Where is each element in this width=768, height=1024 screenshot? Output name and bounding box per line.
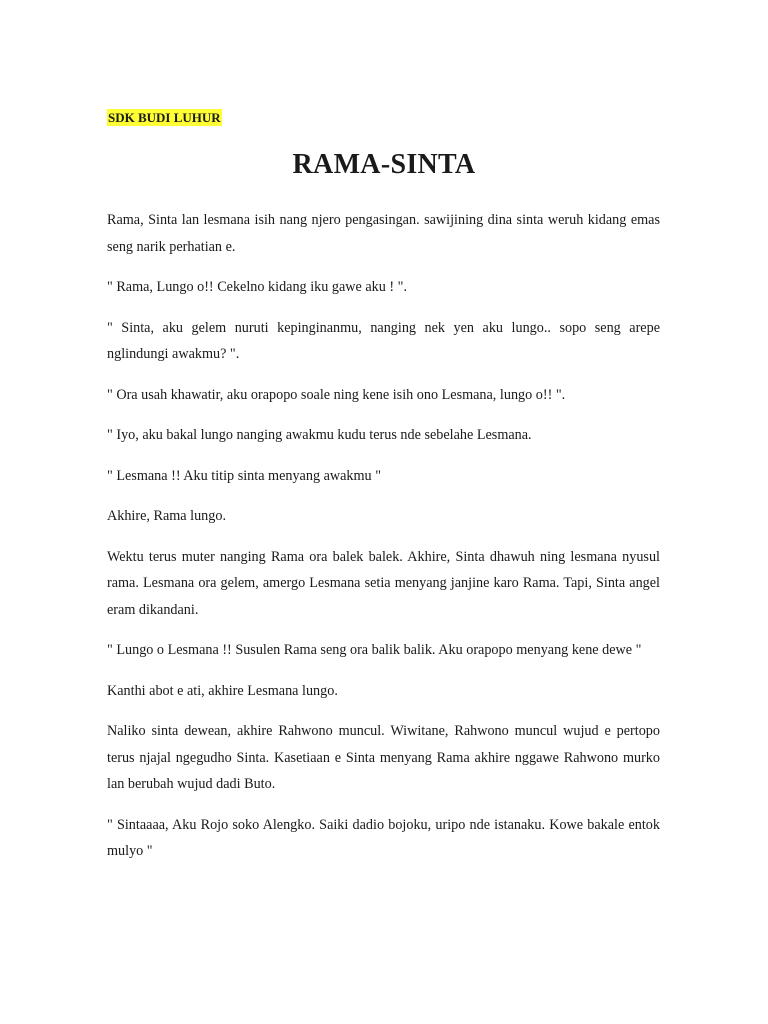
story-paragraph: " Lungo o Lesmana !! Susulen Rama seng ora balik balik. Aku orapopo menyang kene dewe ": [107, 642, 642, 658]
story-paragraph: Akhire, Rama lungo.: [107, 508, 226, 524]
page-title: RAMA-SINTA: [292, 149, 476, 180]
story-paragraph: " Rama, Lungo o!! Cekelno kidang iku gawe aku ! ".: [107, 279, 407, 295]
story-paragraph: " Ora usah khawatir, aku orapopo soale ning kene isih ono Lesmana, lungo o!! ".: [107, 386, 566, 403]
story-paragraph: Naliko sinta dewean, akhire Rahwono muncul. Wiwitane, Rahwono muncul wujud e pertopo terus njajal ngegudho Sinta. Kasetiaan e Sinta menyang Rama akhire nggawe Rahwono murko lan berubah wujud dadi Buto.: [107, 723, 660, 792]
story-paragraph: Kanthi abot e ati, akhire Lesmana lungo.: [107, 682, 338, 699]
story-paragraph: " Sinta, aku gelem nuruti kepinginanmu, nanging nek yen aku lungo.. sopo seng arepe nglindungi awakmu? ".: [107, 319, 660, 362]
story-paragraph: " Iyo, aku bakal lungo nanging awakmu kudu terus nde sebelahe Lesmana.: [107, 427, 532, 443]
story-paragraph: " Lesmana !! Aku titip sinta menyang awakmu ": [107, 467, 381, 484]
story-paragraph: Wektu terus muter nanging Rama ora balek balek. Akhire, Sinta dhawuh ning lesmana nyusul rama. Lesmana ora gelem, amergo Lesmana setia menyang janjine karo Rama. Tapi, Sinta angel eram dikandani.: [107, 548, 660, 618]
story-paragraph: Rama, Sinta lan lesmana isih nang njero pengasingan. sawijining dina sinta weruh kidang emas seng narik perhatian e.: [107, 212, 660, 255]
story-paragraph: " Sintaaaa, Aku Rojo soko Alengko. Saiki dadio bojoku, uripo nde istanaku. Kowe bakale entok mulyo ": [107, 816, 660, 859]
school-name-highlighted: SDK BUDI LUHUR: [108, 110, 221, 125]
story-body: [107, 207, 660, 879]
